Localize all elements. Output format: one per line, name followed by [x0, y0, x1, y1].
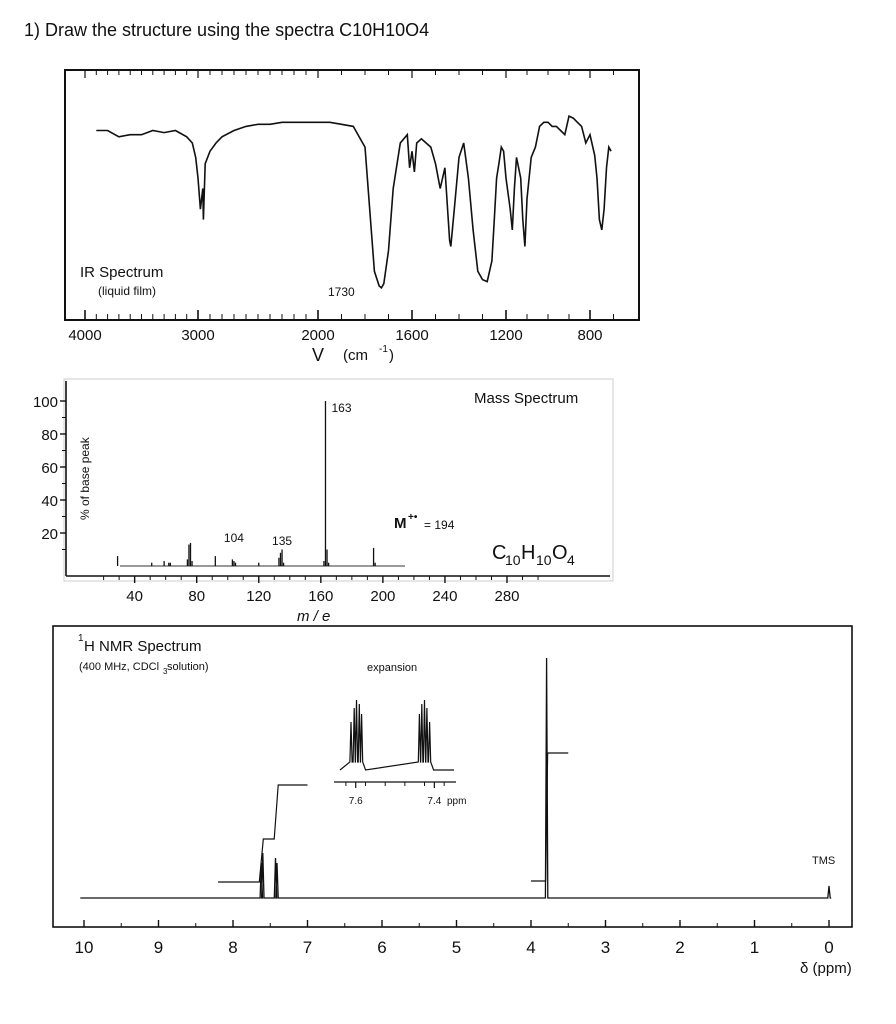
ms-formula-o: O — [552, 542, 568, 564]
ir-transmittance-line — [96, 116, 611, 288]
ir-x-tick-label: 1200 — [489, 327, 523, 344]
nmr-spectrum-panel — [53, 626, 852, 977]
inset-x-unit: ppm — [447, 796, 467, 807]
ir-xlabel-unit: (cm — [343, 347, 368, 364]
nmr-x-tick-label: 2 — [675, 938, 685, 957]
ms-peak-label: 163 — [331, 401, 352, 415]
ms-x-tick-label: 160 — [308, 588, 334, 605]
ir-xlabel-symbol: V — [312, 345, 325, 365]
ir-peak-label: 1730 — [328, 285, 355, 299]
nmr-x-tick-label: 5 — [451, 938, 462, 957]
nmr-x-tick-label: 7 — [302, 938, 313, 957]
ms-peak-label: 135 — [272, 534, 293, 548]
ir-x-tick-label: 4000 — [68, 327, 102, 344]
nmr-subtitle-a: (400 MHz, CDCl — [79, 661, 160, 673]
nmr-spectrum-line — [80, 658, 831, 898]
question-text: 1) Draw the structure using the spectra C10H10O4 — [24, 20, 430, 40]
ir-x-tick-label: 800 — [577, 327, 603, 344]
nmr-x-tick-label: 8 — [228, 938, 238, 957]
mass-spectrum-panel — [33, 379, 613, 625]
ir-plot-frame — [65, 70, 639, 320]
nmr-x-tick-label: 6 — [377, 938, 387, 957]
nmr-title-text: H NMR Spectrum — [84, 638, 202, 655]
ms-formula-c-count: 10 — [505, 552, 521, 568]
ms-molecular-ion-value: = 194 — [424, 518, 455, 532]
ms-formula-c: C — [492, 542, 507, 564]
ms-molecular-ion — [394, 512, 455, 532]
ir-x-tick-label: 1600 — [395, 327, 429, 344]
nmr-x-tick-label: 3 — [600, 938, 611, 957]
ms-y-axis-label: % of base peak — [78, 437, 92, 520]
ms-peak-label: 104 — [223, 531, 244, 545]
ms-title: Mass Spectrum — [474, 390, 579, 407]
ms-y-tick-label: 100 — [32, 394, 58, 411]
ms-y-tick-label: 80 — [41, 427, 58, 444]
ms-molecular-ion-sup: +• — [408, 512, 418, 523]
nmr-x-axis-label: δ (ppm) — [800, 960, 852, 977]
nmr-subtitle-b: solution) — [167, 661, 209, 673]
nmr-tms-label: TMS — [812, 855, 836, 867]
ms-molecular-ion-label: M — [394, 515, 407, 532]
ms-y-tick-label: 40 — [41, 493, 58, 510]
ir-xlabel-close: ) — [389, 347, 394, 364]
ms-formula-h: H — [521, 542, 536, 564]
ms-y-tick-label: 60 — [41, 460, 58, 477]
nmr-x-tick-label: 1 — [749, 938, 760, 957]
ms-peak-labels — [224, 401, 352, 548]
ms-x-axis-label: m / e — [297, 608, 331, 625]
ms-x-tick-label: 200 — [370, 588, 396, 605]
inset-x-tick-label: 7.4 — [427, 796, 442, 807]
nmr-axis-ticks — [75, 920, 834, 957]
nmr-x-tick-label: 4 — [526, 938, 536, 957]
ir-x-tick-label: 2000 — [301, 327, 335, 344]
ms-axis-ticks — [33, 394, 538, 605]
ms-x-tick-label: 240 — [432, 588, 458, 605]
ms-x-tick-label: 280 — [494, 588, 520, 605]
nmr-title — [78, 633, 202, 655]
ms-formula — [492, 542, 575, 568]
ir-subtitle: (liquid film) — [98, 284, 157, 298]
inset-label: expansion — [367, 662, 418, 674]
ms-x-tick-label: 80 — [188, 588, 206, 605]
nmr-title-sup: 1 — [78, 633, 84, 644]
nmr-integration-curves — [218, 753, 568, 882]
ir-x-tick-label: 3000 — [181, 327, 215, 344]
ms-formula-h-count: 10 — [536, 552, 552, 568]
nmr-subtitle-sub: 3 — [163, 667, 168, 676]
ir-title: IR Spectrum — [80, 264, 164, 281]
ms-y-tick-label: 20 — [41, 526, 58, 543]
ir-spectrum-panel — [65, 70, 639, 365]
inset-spectrum-line — [340, 700, 454, 770]
nmr-subtitle — [79, 661, 209, 676]
ms-x-tick-label: 40 — [126, 588, 143, 605]
nmr-expansion-inset — [334, 662, 466, 807]
nmr-x-tick-label: 9 — [153, 938, 164, 957]
ir-axis-ticks — [68, 70, 613, 344]
ir-x-axis-label — [312, 344, 394, 365]
ms-formula-o-count: 4 — [567, 552, 575, 568]
inset-axis-ticks — [346, 782, 444, 807]
ir-xlabel-exp: -1 — [379, 344, 388, 355]
ms-x-tick-label: 120 — [246, 588, 272, 605]
nmr-x-tick-label: 10 — [74, 938, 94, 957]
inset-x-tick-label: 7.6 — [348, 796, 363, 807]
ms-peaks — [118, 401, 376, 566]
nmr-x-tick-label: 0 — [824, 938, 834, 957]
